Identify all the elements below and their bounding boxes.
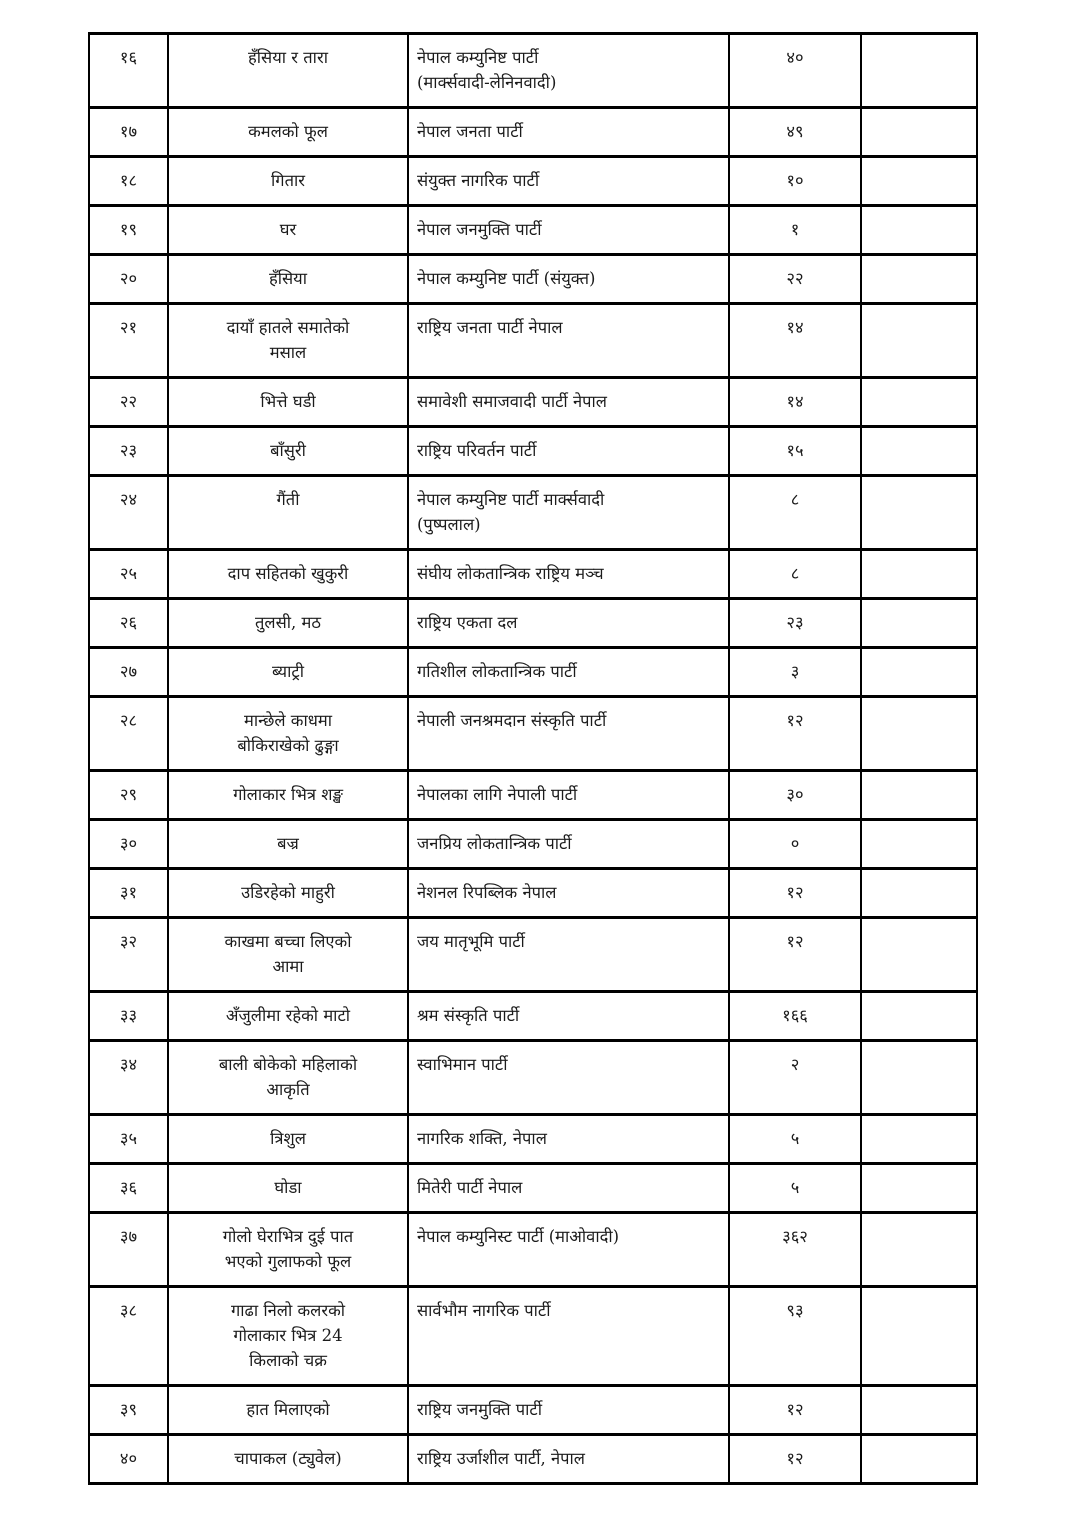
table-row <box>89 1386 977 1435</box>
table-row <box>89 1213 977 1287</box>
remarks-cell <box>861 255 977 304</box>
party-name-cell: नेपाल जनमुक्ति पार्टी <box>408 206 729 255</box>
table-row <box>89 1164 977 1213</box>
symbol-cell: अँजुलीमा रहेको माटो <box>168 992 408 1041</box>
symbol-cell: चापाकल (ट्युवेल) <box>168 1435 408 1484</box>
serial-number-cell: २८ <box>89 697 168 771</box>
party-name-cell: नेपाल कम्युनिष्ट पार्टी मार्क्सवादी (पुष्पलाल) <box>408 476 729 550</box>
serial-number-cell: २५ <box>89 550 168 599</box>
party-name-cell: जय मातृभूमि पार्टी <box>408 918 729 992</box>
serial-number-cell: ३८ <box>89 1287 168 1386</box>
party-name-cell: नेपाल जनता पार्टी <box>408 108 729 157</box>
remarks-cell <box>861 304 977 378</box>
serial-number-cell: ४० <box>89 1435 168 1484</box>
count-cell: १२ <box>729 1435 861 1484</box>
table-row <box>89 820 977 869</box>
table-row <box>89 255 977 304</box>
election-symbol-party-table <box>88 32 978 1485</box>
count-cell: १२ <box>729 1386 861 1435</box>
symbol-cell: कमलको फूल <box>168 108 408 157</box>
symbol-cell: काखमा बच्चा लिएको आमा <box>168 918 408 992</box>
party-name-cell: नेपालका लागि नेपाली पार्टी <box>408 771 729 820</box>
table-row <box>89 550 977 599</box>
table-row <box>89 304 977 378</box>
symbol-cell: घोडा <box>168 1164 408 1213</box>
serial-number-cell: २३ <box>89 427 168 476</box>
party-name-cell: जनप्रिय लोकतान्त्रिक पार्टी <box>408 820 729 869</box>
serial-number-cell: ३९ <box>89 1386 168 1435</box>
count-cell: २ <box>729 1041 861 1115</box>
count-cell: १२ <box>729 918 861 992</box>
serial-number-cell: १७ <box>89 108 168 157</box>
party-name-cell: नेपाल कम्युनिस्ट पार्टी (माओवादी) <box>408 1213 729 1287</box>
table-row <box>89 1435 977 1484</box>
symbol-cell: भित्ते घडी <box>168 378 408 427</box>
remarks-cell <box>861 648 977 697</box>
serial-number-cell: ३३ <box>89 992 168 1041</box>
table-row <box>89 1041 977 1115</box>
count-cell: ४९ <box>729 108 861 157</box>
count-cell: १५ <box>729 427 861 476</box>
count-cell: १४ <box>729 304 861 378</box>
party-name-cell: नेपाली जनश्रमदान संस्कृति पार्टी <box>408 697 729 771</box>
count-cell: ३ <box>729 648 861 697</box>
table-row <box>89 476 977 550</box>
count-cell: १२ <box>729 697 861 771</box>
remarks-cell <box>861 1287 977 1386</box>
serial-number-cell: ३७ <box>89 1213 168 1287</box>
remarks-cell <box>861 771 977 820</box>
party-name-cell: स्वाभिमान पार्टी <box>408 1041 729 1115</box>
count-cell: ८ <box>729 476 861 550</box>
symbol-cell: हँसिया <box>168 255 408 304</box>
count-cell: ५ <box>729 1164 861 1213</box>
remarks-cell <box>861 1386 977 1435</box>
count-cell: ४० <box>729 34 861 108</box>
serial-number-cell: २९ <box>89 771 168 820</box>
remarks-cell <box>861 992 977 1041</box>
table-row <box>89 378 977 427</box>
symbol-cell: गितार <box>168 157 408 206</box>
table-row <box>89 697 977 771</box>
serial-number-cell: २१ <box>89 304 168 378</box>
table-row <box>89 648 977 697</box>
serial-number-cell: २२ <box>89 378 168 427</box>
remarks-cell <box>861 206 977 255</box>
count-cell: ३० <box>729 771 861 820</box>
serial-number-cell: ३१ <box>89 869 168 918</box>
table-row <box>89 1115 977 1164</box>
symbol-cell: गाढा निलो कलरको गोलाकार भित्र 24 किलाको चक्र <box>168 1287 408 1386</box>
serial-number-cell: २४ <box>89 476 168 550</box>
symbol-cell: गैंती <box>168 476 408 550</box>
remarks-cell <box>861 550 977 599</box>
serial-number-cell: ३५ <box>89 1115 168 1164</box>
count-cell: ३६२ <box>729 1213 861 1287</box>
remarks-cell <box>861 697 977 771</box>
party-name-cell: समावेशी समाजवादी पार्टी नेपाल <box>408 378 729 427</box>
table-row <box>89 206 977 255</box>
remarks-cell <box>861 599 977 648</box>
remarks-cell <box>861 820 977 869</box>
serial-number-cell: १६ <box>89 34 168 108</box>
party-name-cell: नेपाल कम्युनिष्ट पार्टी (मार्क्सवादी-लेनिनवादी) <box>408 34 729 108</box>
count-cell: १ <box>729 206 861 255</box>
symbol-cell: तुलसी, मठ <box>168 599 408 648</box>
symbol-cell: ब्याट्री <box>168 648 408 697</box>
remarks-cell <box>861 157 977 206</box>
party-name-cell: राष्ट्रिय परिवर्तन पार्टी <box>408 427 729 476</box>
serial-number-cell: ३० <box>89 820 168 869</box>
serial-number-cell: १८ <box>89 157 168 206</box>
table-row <box>89 157 977 206</box>
table-row <box>89 918 977 992</box>
count-cell: १२ <box>729 869 861 918</box>
remarks-cell <box>861 476 977 550</box>
serial-number-cell: १९ <box>89 206 168 255</box>
party-name-cell: संयुक्त नागरिक पार्टी <box>408 157 729 206</box>
count-cell: ९३ <box>729 1287 861 1386</box>
party-name-cell: सार्वभौम नागरिक पार्टी <box>408 1287 729 1386</box>
remarks-cell <box>861 918 977 992</box>
party-name-cell: राष्ट्रिय जनमुक्ति पार्टी <box>408 1386 729 1435</box>
remarks-cell <box>861 378 977 427</box>
remarks-cell <box>861 1164 977 1213</box>
party-name-cell: राष्ट्रिय उर्जाशील पार्टी, नेपाल <box>408 1435 729 1484</box>
remarks-cell <box>861 869 977 918</box>
symbol-cell: गोलाकार भित्र शङ्ख <box>168 771 408 820</box>
serial-number-cell: २० <box>89 255 168 304</box>
remarks-cell <box>861 1435 977 1484</box>
remarks-cell <box>861 1041 977 1115</box>
table-row <box>89 108 977 157</box>
party-name-cell: नेपाल कम्युनिष्ट पार्टी (संयुक्त) <box>408 255 729 304</box>
remarks-cell <box>861 427 977 476</box>
remarks-cell <box>861 34 977 108</box>
symbol-cell: हात मिलाएको <box>168 1386 408 1435</box>
party-name-cell: नेशनल रिपब्लिक नेपाल <box>408 869 729 918</box>
remarks-cell <box>861 1213 977 1287</box>
table-row <box>89 599 977 648</box>
symbol-cell: गोलो घेराभित्र दुई पात भएको गुलाफको फूल <box>168 1213 408 1287</box>
count-cell: ५ <box>729 1115 861 1164</box>
symbol-cell: त्रिशुल <box>168 1115 408 1164</box>
table-row <box>89 427 977 476</box>
party-name-cell: श्रम संस्कृति पार्टी <box>408 992 729 1041</box>
table-row <box>89 1287 977 1386</box>
count-cell: २३ <box>729 599 861 648</box>
serial-number-cell: ३४ <box>89 1041 168 1115</box>
remarks-cell <box>861 1115 977 1164</box>
table-row <box>89 869 977 918</box>
party-name-cell: गतिशील लोकतान्त्रिक पार्टी <box>408 648 729 697</box>
count-cell: १६६ <box>729 992 861 1041</box>
symbol-cell: मान्छेले काधमा बोकिराखेको ढुङ्गा <box>168 697 408 771</box>
party-name-cell: नागरिक शक्ति, नेपाल <box>408 1115 729 1164</box>
symbol-cell: बज्र <box>168 820 408 869</box>
table-row <box>89 771 977 820</box>
serial-number-cell: २६ <box>89 599 168 648</box>
table-row <box>89 34 977 108</box>
symbol-cell: हँसिया र तारा <box>168 34 408 108</box>
count-cell: ८ <box>729 550 861 599</box>
party-name-cell: मितेरी पार्टी नेपाल <box>408 1164 729 1213</box>
remarks-cell <box>861 108 977 157</box>
count-cell: १४ <box>729 378 861 427</box>
symbol-cell: बाँसुरी <box>168 427 408 476</box>
symbol-cell: घर <box>168 206 408 255</box>
count-cell: ० <box>729 820 861 869</box>
count-cell: २२ <box>729 255 861 304</box>
party-name-cell: संघीय लोकतान्त्रिक राष्ट्रिय मञ्च <box>408 550 729 599</box>
count-cell: १० <box>729 157 861 206</box>
symbol-cell: उडिरहेको माहुरी <box>168 869 408 918</box>
symbol-cell: बाली बोकेको महिलाको आकृति <box>168 1041 408 1115</box>
serial-number-cell: २७ <box>89 648 168 697</box>
serial-number-cell: ३६ <box>89 1164 168 1213</box>
serial-number-cell: ३२ <box>89 918 168 992</box>
symbol-cell: दायाँ हातले समातेको मसाल <box>168 304 408 378</box>
party-name-cell: राष्ट्रिय जनता पार्टी नेपाल <box>408 304 729 378</box>
symbol-cell: दाप सहितको खुकुरी <box>168 550 408 599</box>
table-row <box>89 992 977 1041</box>
party-name-cell: राष्ट्रिय एकता दल <box>408 599 729 648</box>
